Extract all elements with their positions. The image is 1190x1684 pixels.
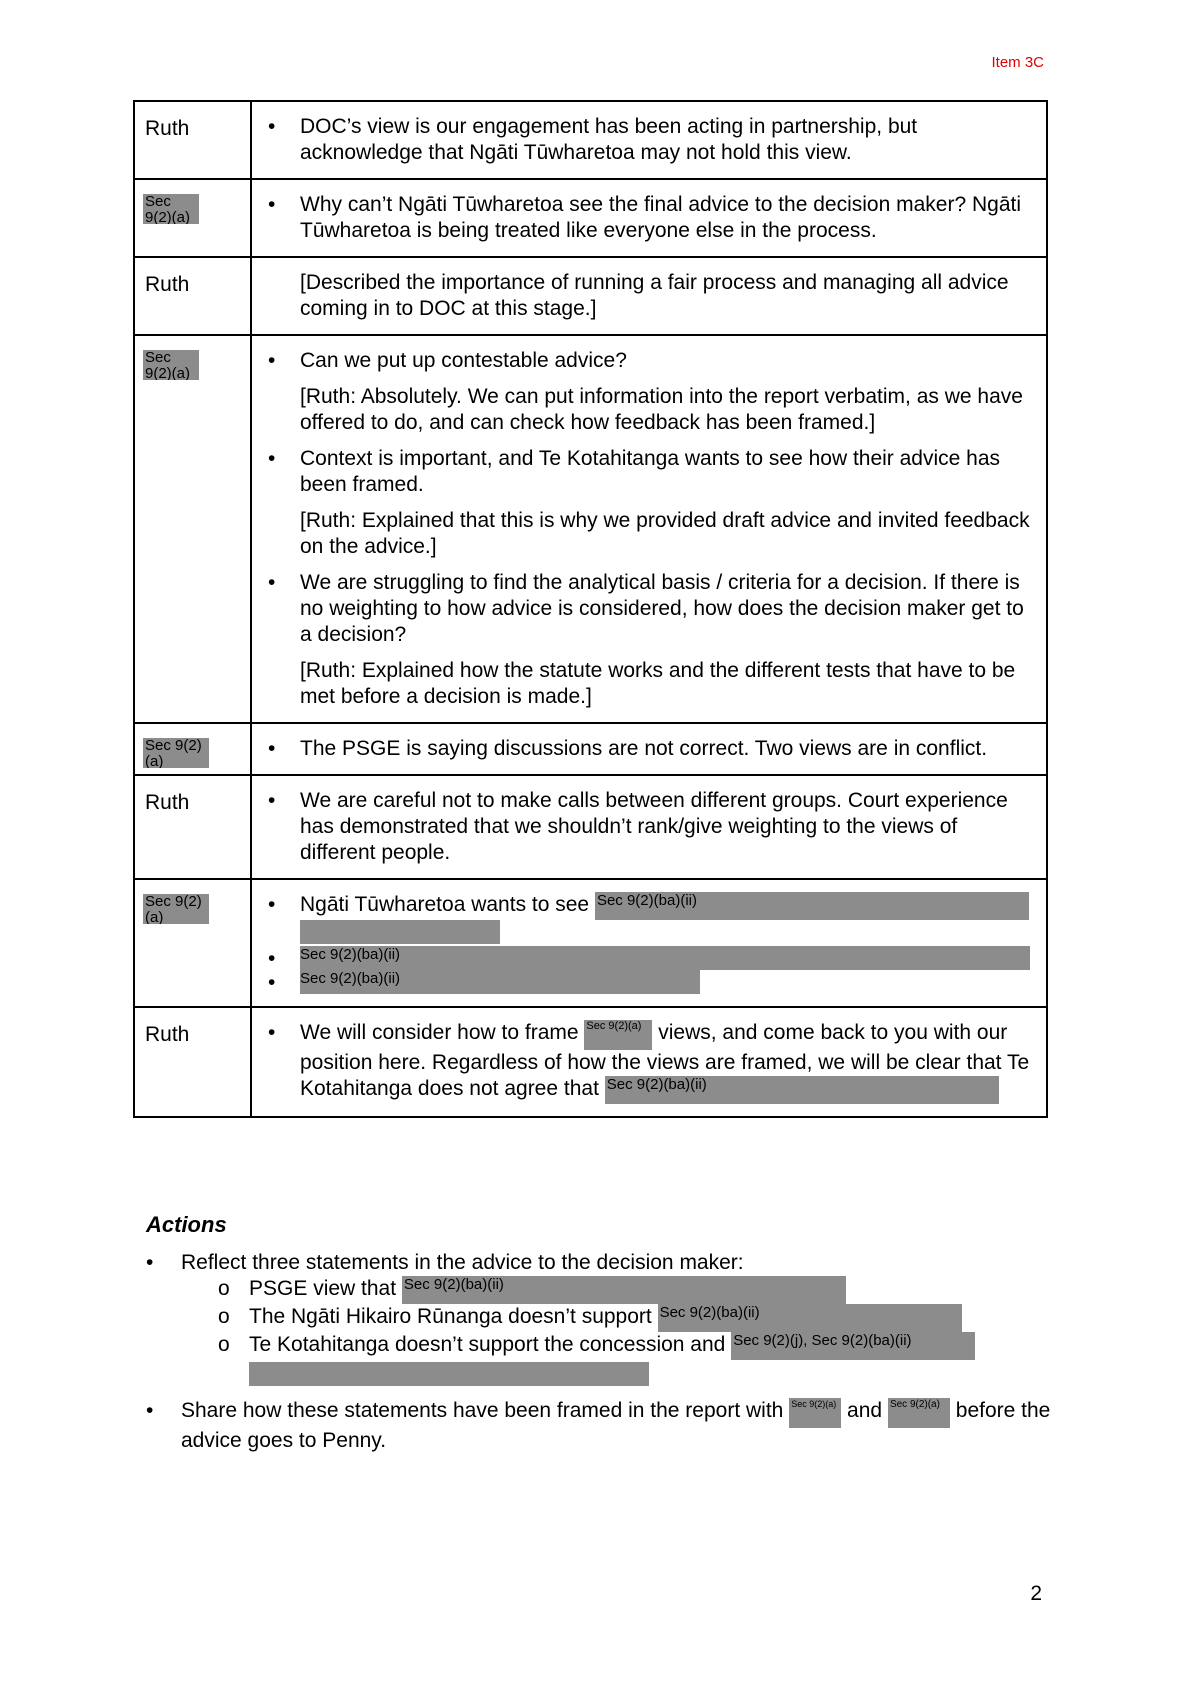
bullet-item: • Can we put up contestable advice?: [268, 348, 1030, 374]
speaker-cell: [134, 1007, 251, 1117]
redaction-box: Sec 9(2)(ba)(ii): [658, 1304, 962, 1332]
actions-section: [146, 1212, 1066, 1454]
notes-cell: [251, 723, 1047, 775]
bullet-item: [268, 970, 1030, 994]
table-row: [134, 775, 1047, 879]
redaction-box: Sec 9(2)(ba)(ii): [595, 892, 1029, 920]
notes-cell: [251, 775, 1047, 879]
redaction-box: Sec 9(2)(a): [143, 738, 209, 768]
redaction-box: Sec 9(2)(ba)(ii): [605, 1076, 999, 1104]
redaction-continuation: [300, 920, 500, 944]
bullet-item: • We are struggling to find the analytical basis / criteria for a decision. If there is no weighting to how advice is considered, how does the decision maker get to a decision?: [268, 570, 1030, 648]
table-row: [134, 1007, 1047, 1117]
speaker-name: Ruth: [145, 273, 190, 296]
note-paragraph: [Ruth: Explained how the statute works and the different tests that have to be met before a decision is made.]: [300, 659, 1016, 708]
notes-cell: [251, 257, 1047, 335]
sub-item-text: The Ngāti Hikairo Rūnanga doesn’t support: [249, 1305, 652, 1328]
redaction-box: Sec 9(2)(ba)(ii): [402, 1276, 846, 1304]
notes-cell: [251, 879, 1047, 1007]
bullet-item: [268, 1020, 1030, 1104]
action-item: [146, 1398, 1066, 1454]
speaker-name: Ruth: [145, 791, 190, 814]
table-row: [134, 179, 1047, 257]
redaction-box: Sec 9(2)(a): [143, 350, 199, 380]
speaker-cell: [134, 257, 251, 335]
speaker-cell: [134, 101, 251, 179]
redaction-box: Sec 9(2)(a): [584, 1020, 652, 1050]
sub-item-text: Te Kotahitanga doesn’t support the concession and: [249, 1333, 726, 1356]
table-row: [134, 879, 1047, 1007]
bullet-item: • Context is important, and Te Kotahitanga wants to see how their advice has been framed.: [268, 446, 1030, 498]
bullet-text: Ngāti Tūwharetoa wants to see: [300, 893, 590, 916]
speaker-cell: [134, 723, 251, 775]
sub-item: [146, 1332, 1066, 1386]
redaction-box: Sec 9(2)(a): [789, 1398, 841, 1428]
bullet-item: • Why can’t Ngāti Tūwharetoa see the final advice to the decision maker? Ngāti Tūwharetoa is being treated like everyone else in the process.: [268, 192, 1030, 244]
note-paragraph: [Ruth: Absolutely. We can put information into the report verbatim, as we have offered to do, and can check how feedback has been framed.]: [300, 385, 1023, 434]
sub-item: [146, 1304, 1066, 1332]
redaction-box: Sec 9(2)(a): [143, 194, 199, 224]
sub-item: [146, 1276, 1066, 1304]
bullet-item: • We are careful not to make calls between different groups. Court experience has demonstrated that we shouldn’t rank/give weighting to the views of different people.: [268, 788, 1030, 866]
note-paragraph: [Ruth: Explained that this is why we provided draft advice and invited feedback on the advice.]: [300, 509, 1030, 558]
table-row: [134, 101, 1047, 179]
notes-cell: [251, 335, 1047, 723]
speaker-cell: [134, 879, 251, 1007]
bullet-item: • The PSGE is saying discussions are not correct. Two views are in conflict.: [268, 736, 1030, 762]
item-label: Item 3C: [991, 54, 1044, 71]
speaker-cell: [134, 775, 251, 879]
sub-item-text: PSGE view that: [249, 1277, 397, 1300]
notes-cell: [251, 101, 1047, 179]
speaker-cell: [134, 335, 251, 723]
meeting-notes-table: [133, 100, 1048, 1118]
redaction-continuation: [249, 1362, 649, 1386]
action-item: • Reflect three statements in the advice to the decision maker:: [146, 1250, 1066, 1276]
bullet-text: views, and come back to you with our position here. Regardless of how the views are framed, we will be clear that Te Kotahitanga does not agree that: [300, 1021, 1030, 1100]
action-text: and: [847, 1399, 883, 1422]
redaction-box: Sec 9(2)(a): [143, 894, 209, 924]
redaction-box: • Sec 9(2)(ba)(ii): [300, 970, 700, 994]
table-row: [134, 257, 1047, 335]
action-text: Share how these statements have been framed in the report with: [181, 1399, 784, 1422]
redaction-box: • Sec 9(2)(ba)(ii): [300, 946, 1030, 970]
actions-heading: Actions: [146, 1212, 227, 1237]
redaction-box: Sec 9(2)(j), Sec 9(2)(ba)(ii): [731, 1332, 975, 1360]
speaker-name: Ruth: [145, 117, 190, 140]
notes-cell: [251, 179, 1047, 257]
bullet-item: [268, 946, 1030, 970]
redaction-box: Sec 9(2)(a): [888, 1398, 950, 1428]
bullet-item: [268, 892, 1030, 944]
table-row: [134, 335, 1047, 723]
speaker-cell: [134, 179, 251, 257]
speaker-name: Ruth: [145, 1023, 190, 1046]
table-row: [134, 723, 1047, 775]
page-number: 2: [1030, 1582, 1042, 1605]
action-text: before the advice goes to Penny.: [181, 1399, 1051, 1452]
bullet-text: We will consider how to frame: [300, 1021, 579, 1044]
note-paragraph: [Described the importance of running a fair process and managing all advice coming in to DOC at this stage.]: [300, 271, 1009, 320]
notes-cell: [251, 1007, 1047, 1117]
bullet-item: • DOC’s view is our engagement has been acting in partnership, but acknowledge that Ngāti Tūwharetoa may not hold this view.: [268, 114, 1030, 166]
